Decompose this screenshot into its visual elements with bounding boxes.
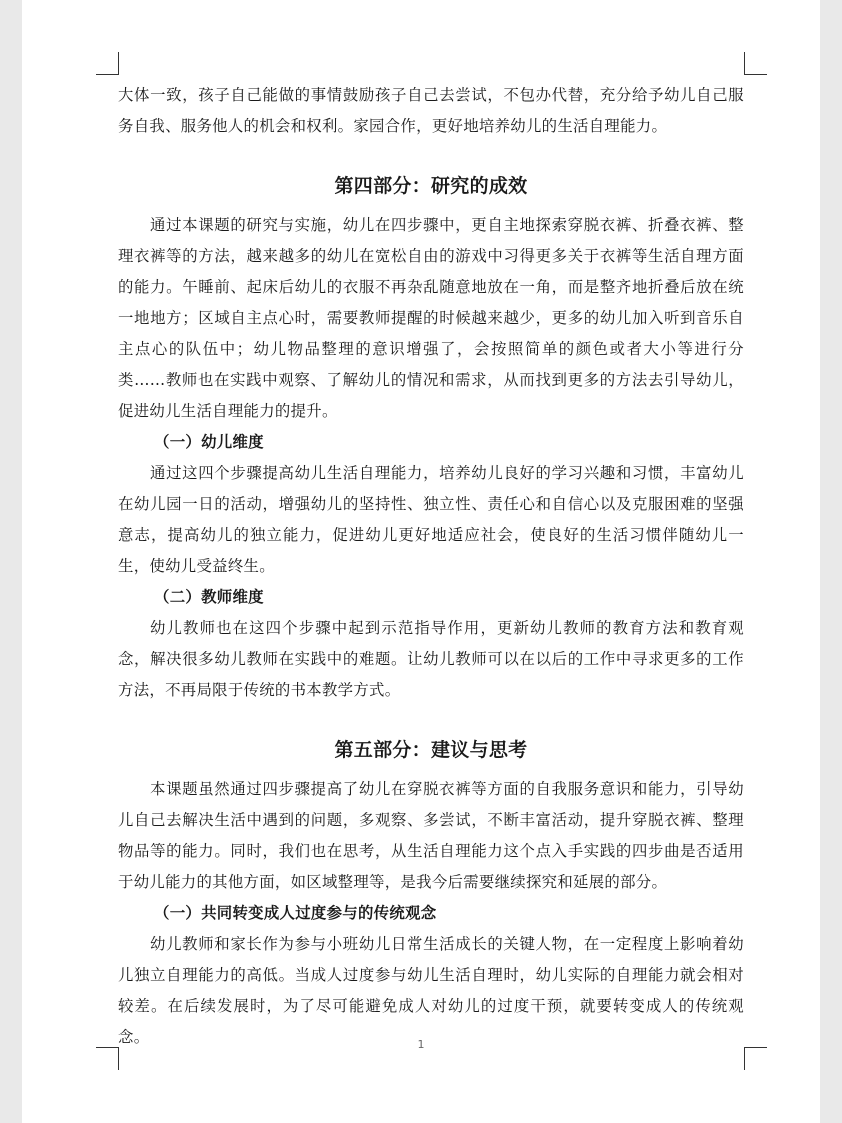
section5-sub1-title: （一）共同转变成人过度参与的传统观念 (154, 904, 437, 922)
page-number: 1 (417, 1038, 425, 1051)
section4-sub2-title: （二）教师维度 (154, 588, 264, 606)
section5-paragraph: 本课题虽然通过四步骤提高了幼儿在穿脱衣裤等方面的自我服务意识和能力，引导幼儿自己去解决生活中遇到的问题，多观察、多尝试，不断丰富活动，提升穿脱衣裤、整理物品等的能力。同时，我们也在思考，从生活自理能力这个点入手实践的四步曲是否适用于幼儿能力的其他方面，如区域整理等，是我今后需要继续探究和延展的部分。 (118, 780, 744, 891)
section4-sub1-title: （一）幼儿维度 (154, 433, 264, 451)
corner-mark-top-left (96, 52, 119, 75)
document-body (118, 80, 744, 1053)
section4-paragraph: 通过本课题的研究与实施，幼儿在四步骤中，更自主地探索穿脱衣裤、折叠衣裤、整理衣裤等的方法，越来越多的幼儿在宽松自由的游戏中习得更多关于衣裤等生活自理方面的能力。午睡前、起床后幼儿的衣服不再杂乱随意地放在一角，而是整齐地折叠后放在统一地地方；区域自主点心时，需要教师提醒的时候越来越少，更多的幼儿加入听到音乐自主点心的队伍中；幼儿物品整理的意识增强了，会按照简单的颜色或者大小等进行分类……教师也在实践中观察、了解幼儿的情况和需求，从而找到更多的方法去引导幼儿，促进幼儿生活自理能力的提升。 (118, 216, 744, 420)
section5-sub1-paragraph: 幼儿教师和家长作为参与小班幼儿日常生活成长的关键人物，在一定程度上影响着幼儿独立自理能力的高低。当成人过度参与幼儿生活自理时，幼儿实际的自理能力就会相对较差。在后续发展时，为了尽可能避免成人对幼儿的过度干预，就要转变成人的传统观念。 (118, 935, 744, 1046)
intro-paragraph: 大体一致，孩子自己能做的事情鼓励孩子自己去尝试，不包办代替，充分给予幼儿自己服务自我、服务他人的机会和权利。家园合作，更好地培养幼儿的生活自理能力。 (118, 86, 744, 135)
corner-mark-top-right (744, 52, 767, 75)
section4-sub1-paragraph: 通过这四个步骤提高幼儿生活自理能力，培养幼儿良好的学习兴趣和习惯，丰富幼儿在幼儿园一日的活动，增强幼儿的坚持性、独立性、责任心和自信心以及克服困难的坚强意志，提高幼儿的独立能力，促进幼儿更好地适应社会，使良好的生活习惯伴随幼儿一生，使幼儿受益终生。 (118, 464, 744, 575)
section4-title: 第四部分：研究的成效 (334, 175, 528, 197)
section5-title: 第五部分：建议与思考 (334, 739, 528, 761)
section4-sub2-paragraph: 幼儿教师也在这四个步骤中起到示范指导作用，更新幼儿教师的教育方法和教育观念，解决很多幼儿教师在实践中的难题。让幼儿教师可以在以后的工作中寻求更多的工作方法，不再局限于传统的书本教学方式。 (118, 619, 744, 699)
